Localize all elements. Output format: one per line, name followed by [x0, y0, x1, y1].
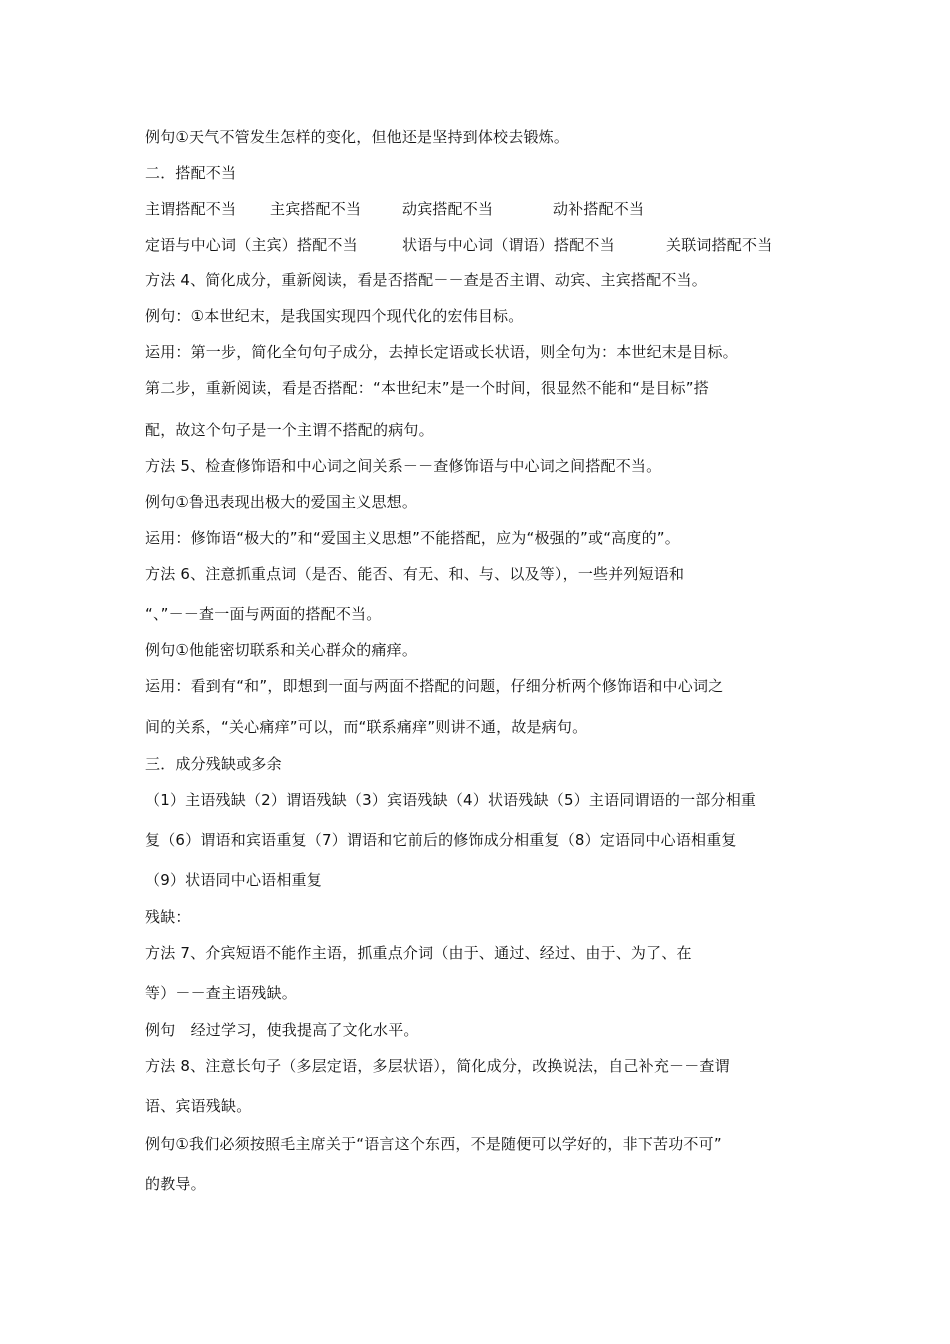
method-4: 方法 4、简化成分，重新阅读，看是否搭配－－查是否主谓、动宾、主宾搭配不当。	[145, 271, 707, 289]
application-text: 第二步，重新阅读，看是否搭配：“本世纪末”是一个时间，很显然不能和“是目标”搭	[145, 379, 709, 397]
example-sentence: 例句①他能密切联系和关心群众的痛痒。	[145, 641, 418, 659]
collocation-type: 动宾搭配不当	[402, 200, 494, 218]
subheading: 残缺：	[145, 908, 191, 926]
text-line: 例句①天气不管发生怎样的变化，但他还是坚持到体校去锻炼。	[145, 128, 570, 146]
method-5: 方法 5、检查修饰语和中心词之间关系－－查修饰语与中心词之间搭配不当。	[145, 457, 662, 475]
collocation-type: 定语与中心词（主宾）搭配不当	[145, 236, 358, 254]
section-heading: 三．成分残缺或多余	[145, 755, 282, 773]
application-text: 运用：修饰语“极大的”和“爱国主义思想”不能搭配，应为“极强的”或“高度的”。	[145, 529, 680, 547]
example-sentence-continued: 的教导。	[145, 1175, 206, 1193]
method-6: 方法 6、注意抓重点词（是否、能否、有无、和、与、以及等），一些并列短语和	[145, 565, 685, 583]
application-text: 配，故这个句子是一个主谓不搭配的病句。	[145, 421, 434, 439]
category-list: （9）状语同中心语相重复	[145, 871, 322, 889]
example-sentence: 例句 经过学习，使我提高了文化水平。	[145, 1021, 419, 1039]
collocation-type: 关联词搭配不当	[666, 236, 773, 254]
method-7-continued: 等）－－查主语残缺。	[145, 984, 298, 1002]
method-8-continued: 语、宾语残缺。	[145, 1097, 252, 1115]
example-sentence: 例句①我们必须按照毛主席关于“语言这个东西，不是随便可以学好的，非下苦功不可”	[145, 1135, 722, 1153]
application-text: 运用：看到有“和”，即想到一面与两面不搭配的问题，仔细分析两个修饰语和中心词之	[145, 677, 724, 695]
application-text: 间的关系，“关心痛痒”可以，而“联系痛痒”则讲不通，故是病句。	[145, 718, 588, 736]
category-list: （1）主语残缺（2）谓语残缺（3）宾语残缺（4）状语残缺（5）主语同谓语的一部分相重	[145, 791, 757, 809]
collocation-type: 状语与中心词（谓语）搭配不当	[402, 236, 615, 254]
collocation-type: 动补搭配不当	[553, 200, 645, 218]
collocation-type: 主谓搭配不当	[145, 200, 237, 218]
example-sentence: 例句：①本世纪末，是我国实现四个现代化的宏伟目标。	[145, 307, 524, 325]
application-text: 运用：第一步，简化全句句子成分，去掉长定语或长状语，则全句为：本世纪末是目标。	[145, 343, 738, 361]
collocation-type: 主宾搭配不当	[270, 200, 362, 218]
example-sentence: 例句①鲁迅表现出极大的爱国主义思想。	[145, 493, 418, 511]
method-8: 方法 8、注意长句子（多层定语，多层状语），简化成分，改换说法，自己补充－－查谓	[145, 1057, 730, 1075]
method-6-continued: “、”－－查一面与两面的搭配不当。	[145, 605, 382, 623]
category-list: 复（6）谓语和宾语重复（7）谓语和它前后的修饰成分相重复（8）定语同中心语相重复	[145, 831, 737, 849]
method-7: 方法 7、介宾短语不能作主语，抓重点介词（由于、通过、经过、由于、为了、在	[145, 944, 692, 962]
section-heading: 二．搭配不当	[145, 164, 237, 182]
